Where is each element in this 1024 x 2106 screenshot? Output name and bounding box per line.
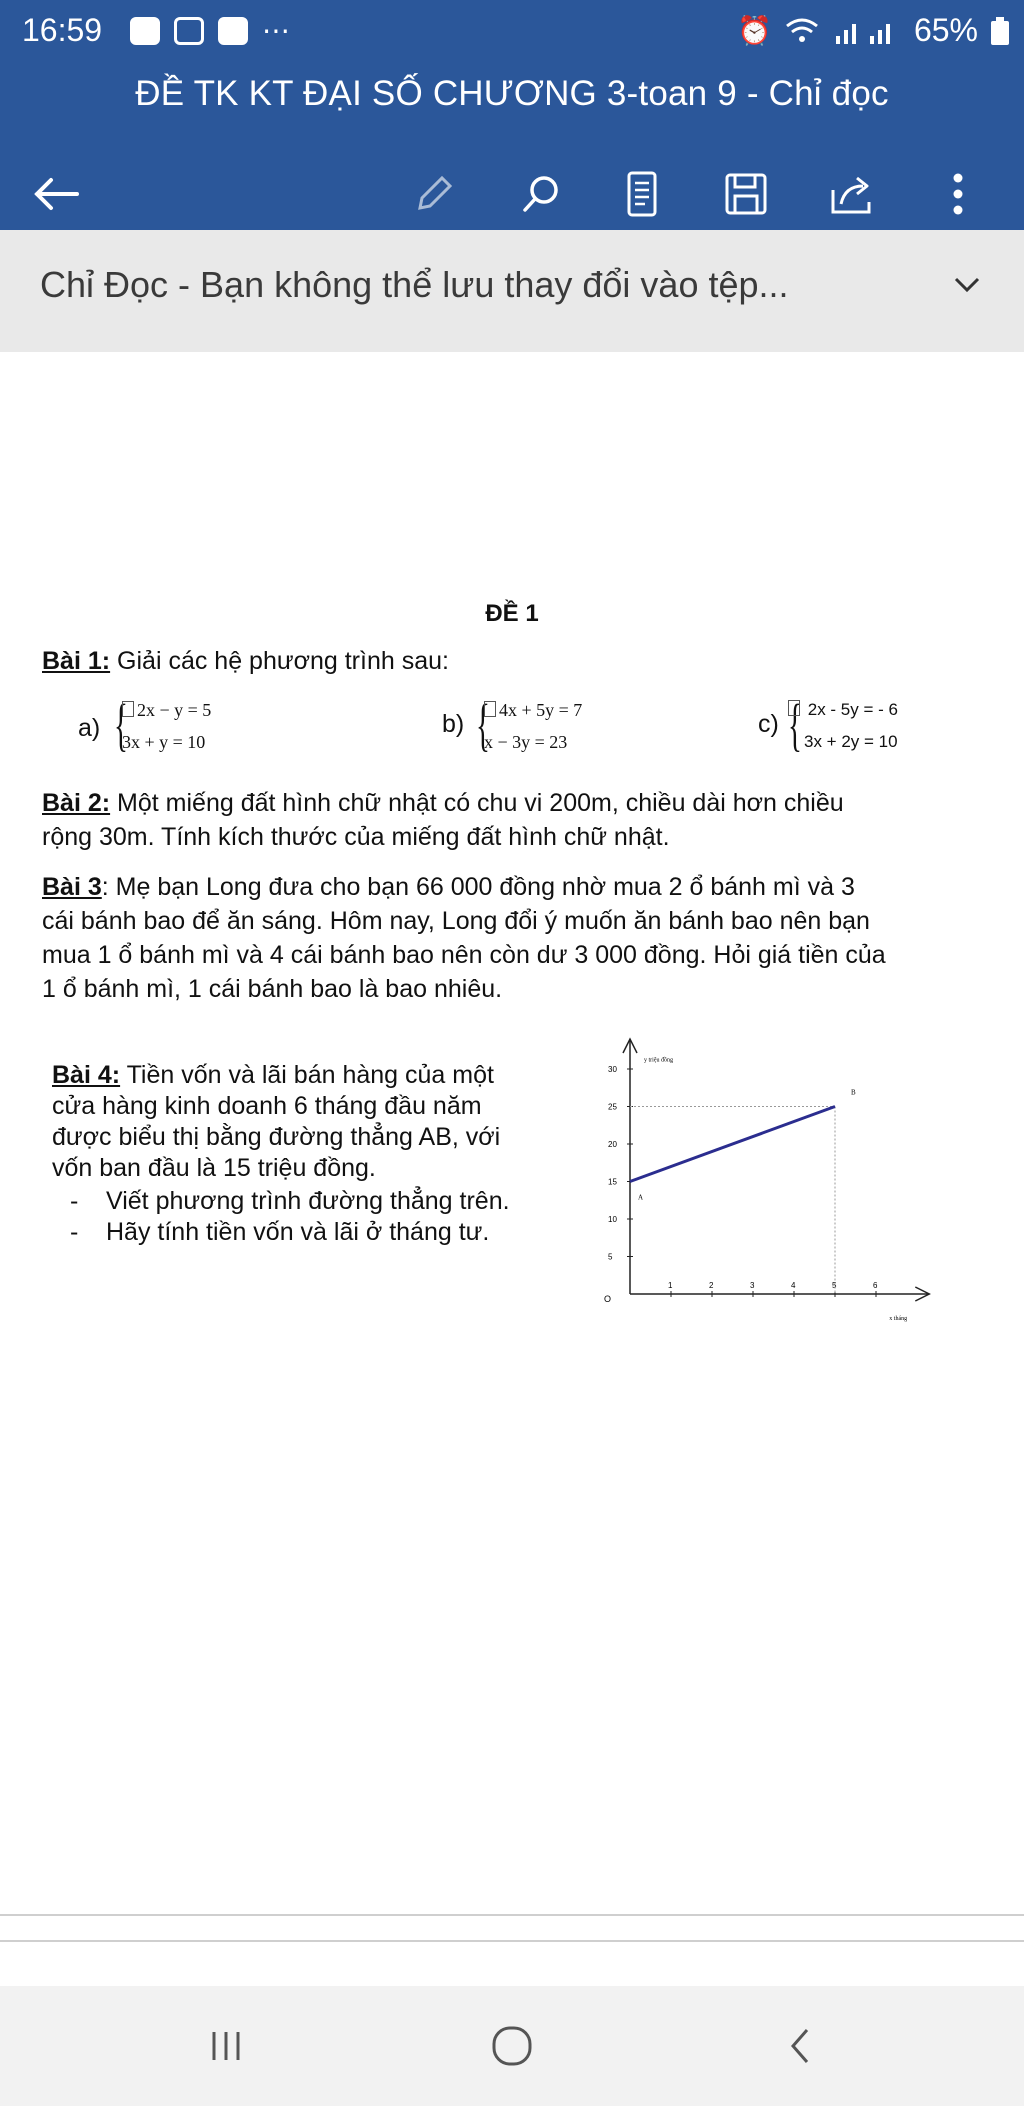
bai2-label: Bài 2: [42,789,111,817]
system-b-label: b) [442,710,465,738]
edit-button[interactable] [404,164,464,224]
bai4-line3: được biểu thị bằng đường thẳng AB, với [52,1123,501,1151]
x-tick-label: 2 [709,1281,714,1290]
back-button[interactable] [26,164,86,224]
bai2-line1: Một miếng đất hình chữ nhật có chu vi 200m, chiều dài hơn chiều [110,789,844,817]
status-right [737,12,1010,49]
more-options-button[interactable] [928,164,988,224]
bai1-prompt [42,644,449,678]
exam-heading: ĐỀ 1 [485,600,539,627]
x-tick-label: 4 [791,1281,796,1290]
youtube-icon [130,17,160,45]
save-button[interactable] [716,164,776,224]
origin-label: O [604,1294,612,1304]
x-tick-label: 3 [750,1281,755,1290]
page-divider [0,1914,1024,1916]
bai3-prompt [42,870,1002,1006]
y-tick-label: 30 [608,1065,617,1074]
system-c-eq1: 2x - 5y = - 6 [807,700,898,719]
document-title: ĐỀ TK KT ĐẠI SỐ CHƯƠNG 3-toan 9 - Chỉ đọc [135,74,889,113]
share-icon [829,172,875,216]
signal-icon [832,16,902,46]
x-tick-label: 5 [832,1281,837,1290]
bai1-text: Giải các hệ phương trình sau: [110,647,449,675]
placeholder-box-icon [484,701,496,717]
system-a-label: a) [78,714,101,742]
recent-apps-icon [206,2026,246,2066]
reading-view-button[interactable] [612,164,672,224]
battery-icon [990,16,1010,46]
placeholder-box-icon [788,700,800,716]
brace-icon: { [788,692,802,757]
kebab-menu-icon [951,171,965,217]
document-page[interactable] [0,352,1024,1912]
placeholder-box-icon [122,701,134,717]
recent-apps-button[interactable] [186,2016,266,2076]
bai4-line1: Tiền vốn và lãi bán hàng của một [120,1061,494,1089]
more-notifications-icon: ⋯ [262,15,290,46]
bai3-line2: cái bánh bao để ăn sáng. Hôm nay, Long đổi ý muốn ăn bánh bao nên bạn [42,907,870,935]
y-tick-label: 15 [608,1177,617,1187]
bai4-bullet: - Hãy tính tiền vốn và lãi ở tháng tư. [52,1217,510,1248]
read-only-banner[interactable] [0,230,1024,353]
bai3-label: Bài 3 [42,873,102,901]
bai4-label: Bài 4: [52,1061,121,1089]
system-c-eq2: 3x + 2y = 10 [804,732,898,751]
bai2-prompt [42,786,1002,854]
pencil-icon [412,172,456,216]
system-b-eq1: 4x + 5y = 7 [499,700,583,720]
read-only-message: Chỉ Đọc - Bạn không thể lưu thay đổi vào tệp... [40,264,789,305]
search-button[interactable] [512,164,572,224]
bai4-bullet: - Viết phương trình đường thẳng trên. [52,1186,510,1217]
bai4-line4: vốn ban đầu là 15 triệu đồng. [52,1154,376,1182]
back-chevron-icon [785,2026,815,2066]
bai4-line2: cửa hàng kinh doanh 6 tháng đầu năm [52,1092,482,1120]
page-divider [0,1940,1024,1942]
point-label: A [638,1193,644,1202]
y-tick-label: 25 [608,1102,617,1112]
facebook-icon [218,17,248,45]
back-arrow-icon [31,174,81,214]
x-tick-label: 1 [668,1281,673,1290]
search-icon [520,172,564,216]
bai2-line2: rộng 30m. Tính kích thước của miếng đất hình chữ nhật. [42,823,670,851]
bai3-line4: 1 ổ bánh mì, 1 cái bánh bao là bao nhiêu. [42,975,503,1003]
point-label: B [851,1088,856,1097]
back-nav-button[interactable] [760,2016,840,2076]
y-tick-label: 20 [608,1140,617,1149]
system-nav-bar [0,1986,1024,2106]
y-tick-label: 10 [608,1215,617,1224]
system-c-label: c) [758,710,779,738]
wifi-icon [784,16,820,46]
save-disk-icon [724,172,768,216]
notification-icons [130,14,290,47]
system-a-eq1: 2x − y = 5 [137,700,212,720]
status-time: 16:59 [22,12,103,48]
line-chart [592,1032,962,1344]
status-bar [0,0,1024,64]
app-toolbar [0,64,1024,230]
chevron-down-icon[interactable] [950,268,984,302]
bai1-label: Bài 1: [42,647,111,675]
y-axis-label: y triệu đồng [644,1057,673,1064]
series-line-ab [630,1107,835,1182]
brace-icon: { [114,692,128,757]
x-tick-label: 6 [873,1281,878,1290]
share-button[interactable] [822,164,882,224]
bai3-line1: : Mẹ bạn Long đưa cho bạn 66 000 đồng nhờ mua 2 ổ bánh mì và 3 [101,873,855,901]
brace-icon: { [476,692,490,757]
system-a-eq2: 3x + y = 10 [122,732,206,752]
vpn-shield-icon [174,17,204,45]
home-button[interactable] [472,2016,552,2076]
alarm-icon: ⏰ [737,15,772,46]
bai3-line3: mua 1 ổ bánh mì và 4 cái bánh bao nên còn dư 3 000 đồng. Hỏi giá tiền của [42,941,886,969]
bai4-bullets [52,1186,510,1248]
bai4-prompt [52,1060,592,1184]
home-circle-icon [490,2024,534,2068]
battery-percent: 65% [913,12,978,48]
x-axis-label: x tháng [889,1316,908,1322]
phone-view-icon [625,171,659,217]
y-tick-label: 5 [608,1252,613,1262]
system-b-eq2: x − 3y = 23 [484,732,568,752]
